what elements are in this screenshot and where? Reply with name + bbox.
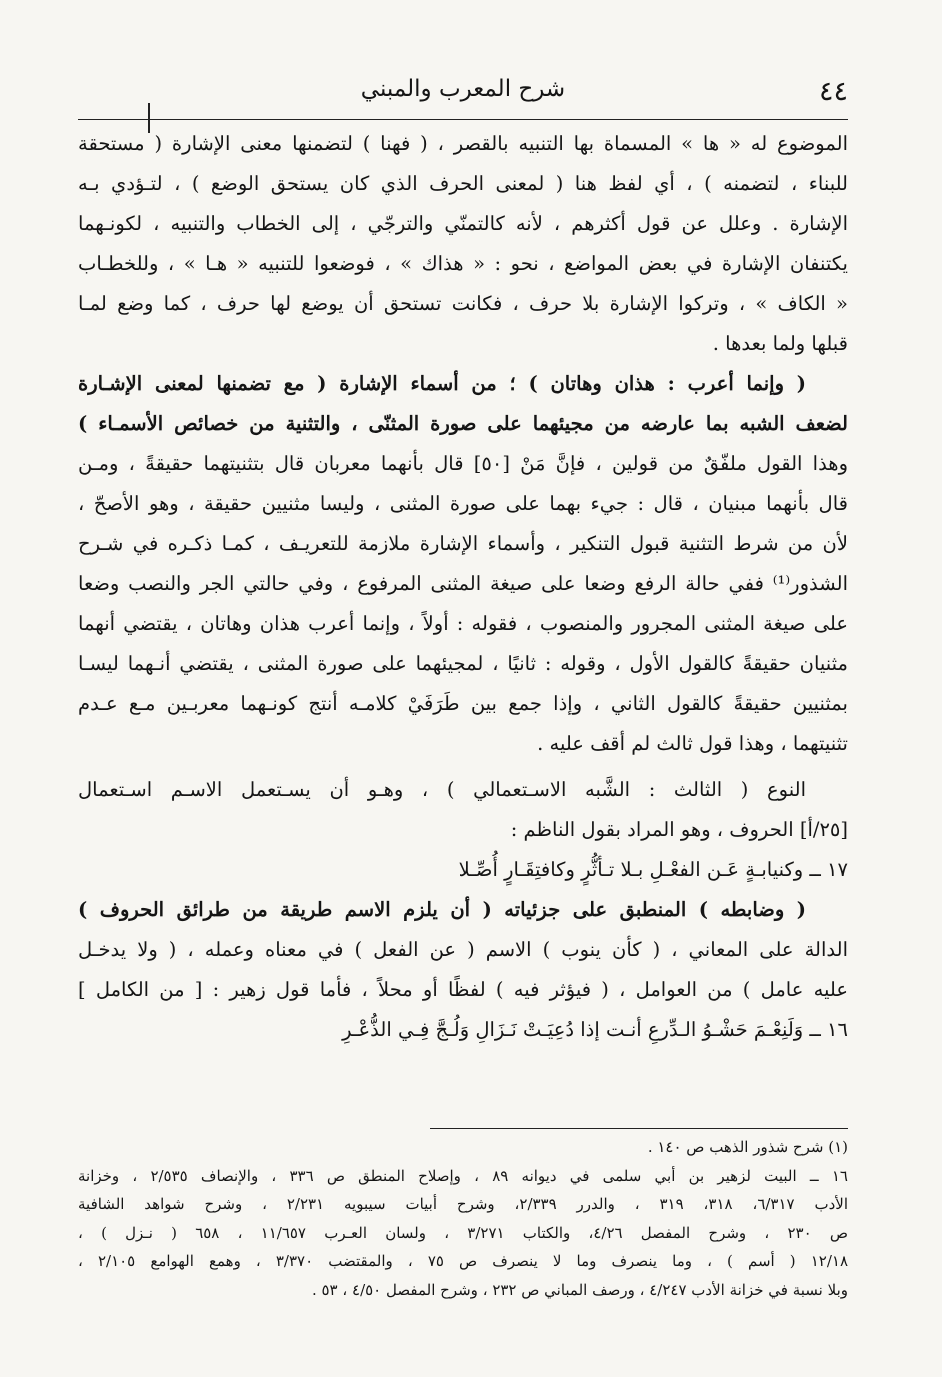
text-line: قال بأنهما مبنيان ، قال : جيء بهما على صورة المثنى ، وليسا مثنيين حقيقة ، وهو الأصحّ ، [78, 492, 848, 515]
footnotes [78, 1133, 848, 1304]
text-line: ( وإنما أعرب : هذان وهاتان ) ؛ من أسماء الإشارة ( مع تضمنها لمعنى الإشـارة [78, 372, 806, 395]
footnote-line: الأدب ٦/٣١٧، ٣١٨، ٣١٩ ، والدرر ٢/٣٣٩، وشرح أبيات سيبويه ٢/٢٣١ ، وشرح شواهد الشافية [78, 1195, 848, 1213]
text-line: النوع ( الثالث : الشَّبه الاسـتعمالي ) ، وهـو أن يسـتعمل الاسـم اسـتعمال [78, 778, 806, 801]
text-line: « الكاف » ، وتركوا الإشارة بلا حرف ، فكانت تستحق أن يوضع لها حرف ، كما وضع لمـا [78, 292, 848, 315]
text-line: الموضوع له « ها » المسماة بها التنبيه بالقصر ، ( فهنا ) لتضمنها معنى الإشارة ( مستحقة [78, 132, 848, 155]
text-line: للبناء ، لتضمنه ) ، أي لفظ هنا ( لمعنى الحرف الذي كان يستحق الوضع ) ، لتـؤدي بـه [78, 172, 848, 195]
page-number: ٤٤ [818, 76, 848, 107]
text-line: الدالة على المعاني ، ( كأن ينوب ) الاسم ( عن الفعل ) في معناه وعمله ، ( ولا يدخـل [78, 938, 848, 961]
text-line: بمثنيين حقيقةً كالقول الثاني ، وإذا جمع بين طَرَفَيْ كلامـه أنتج كونـهما معربـين مـع عـدم [78, 692, 848, 715]
footnote-line: وبلا نسبة في خزانة الأدب ٤/٢٤٧ ، ورصف المباني ص ٢٣٢ ، وشرح المفصل ٤/٥٠ ، ٥٣ . [311, 1280, 848, 1299]
text-line: ( وضابطه ) المنطبق على جزئياته ( أن يلزم الاسم طريقة من طرائق الحروف ) [78, 898, 806, 921]
main-text [78, 124, 848, 1050]
text-line: لأن من شرط التثنية قبول التنكير ، وأسماء الإشارة ملازمة للتعريـف ، كمـا ذكـره في شـرح [78, 532, 848, 555]
text-line: قبلها ولما بعدها . [712, 332, 848, 355]
text-line: الشذور⁽¹⁾ ففي حالة الرفع وضعا على صيغة المثنى المرفوع ، وفي حالتي الجر والنصب وضعا [78, 572, 848, 595]
text-line: [٢٥/أ] الحروف ، وهو المراد بقول الناظم : [510, 818, 848, 841]
footnote-line: ١٦ ــ البيت لزهير بن أبي سلمى في ديوانه ٨٩ ، وإصلاح المنطق ص ٣٣٦ ، والإنصاف ٢/٥٣٥ ، وخزانة [78, 1166, 848, 1185]
text-line: الإشارة . وعلل عن قول أكثرهم ، لأنه كالتمنّي والترجّي ، إلى الخطاب والتنبيه ، لكونـهما [78, 212, 848, 235]
text-line: عليه عامل ) من العوامل ، ( فيؤثر فيه ) لفظًا أو محلاً ، فأما قول زهير : [ من الكامل ] [78, 978, 848, 1001]
header-rule [78, 119, 848, 120]
footnote-rule [430, 1128, 848, 1129]
footnote-line: ١٢/١٨ ( أسم ) ، وما ينصرف وما لا ينصرف ص ٧٥ ، والمقتضب ٣/٣٧٠ ، وهمع الهوامع ٢/١٠٥ ، [78, 1252, 848, 1270]
verse-line: ١٦ ــ وَلَنِعْـمَ حَشْـوُ الـدِّرعِ أنـت إذا دُعِيَـتْ نَـزَالِ وَلُـجَّ فِـي الذُّعْـرِ [342, 1018, 848, 1041]
text-line: يكتنفان الإشارة في بعض المواضع ، نحو : « هذاك » ، فوضعوا للتنبيه « هـا » ، وللخطـاب [78, 252, 848, 275]
text-line: تثنيتهما ، وهذا قول ثالث لم أقف عليه . [537, 732, 848, 755]
text-line: وهذا القول ملفّقٌ من قولين ، فإنَّ مَنْ [٥٠] قال بأنهما معربان قال بتثنيتهما حقيقةً ، ومـن [78, 452, 848, 475]
text-line: لضعف الشبه بما عارضه من مجيئهما على صورة المثنّى ، والتثنية من خصائص الأسمـاء ) [78, 412, 848, 435]
footnote-line: (١) شرح شذور الذهب ص ١٤٠ . [647, 1138, 848, 1156]
page-header [78, 74, 848, 114]
verse-line: ١٧ ــ وكنيابـةٍ عَـن الفعْـلِ بـلا تـأثُّرٍ وكافتِقَـارٍ أُصِّـلا [458, 858, 848, 881]
text-line: على صيغة المثنى المجرور والمنصوب ، فقوله : أولاً ، وإنما أعرب هذان وهاتان ، يقتضي أنهما [78, 612, 848, 635]
text-line: مثنيان حقيقةً كالقول الأول ، وقوله : ثانيًا ، لمجيئهما على صورة المثنى ، يقتضي أنـهما ليسـا [78, 652, 848, 675]
running-title: شرح المعرب والمبني [360, 76, 566, 102]
footnote-line: ص ٢٣٠ ، وشرح المفصل ٤/٢٦، والكتاب ٣/٢٧١ ، ولسان العـرب ١١/٦٥٧ ، ٦٥٨ ( نـزل ) ، [78, 1223, 848, 1242]
